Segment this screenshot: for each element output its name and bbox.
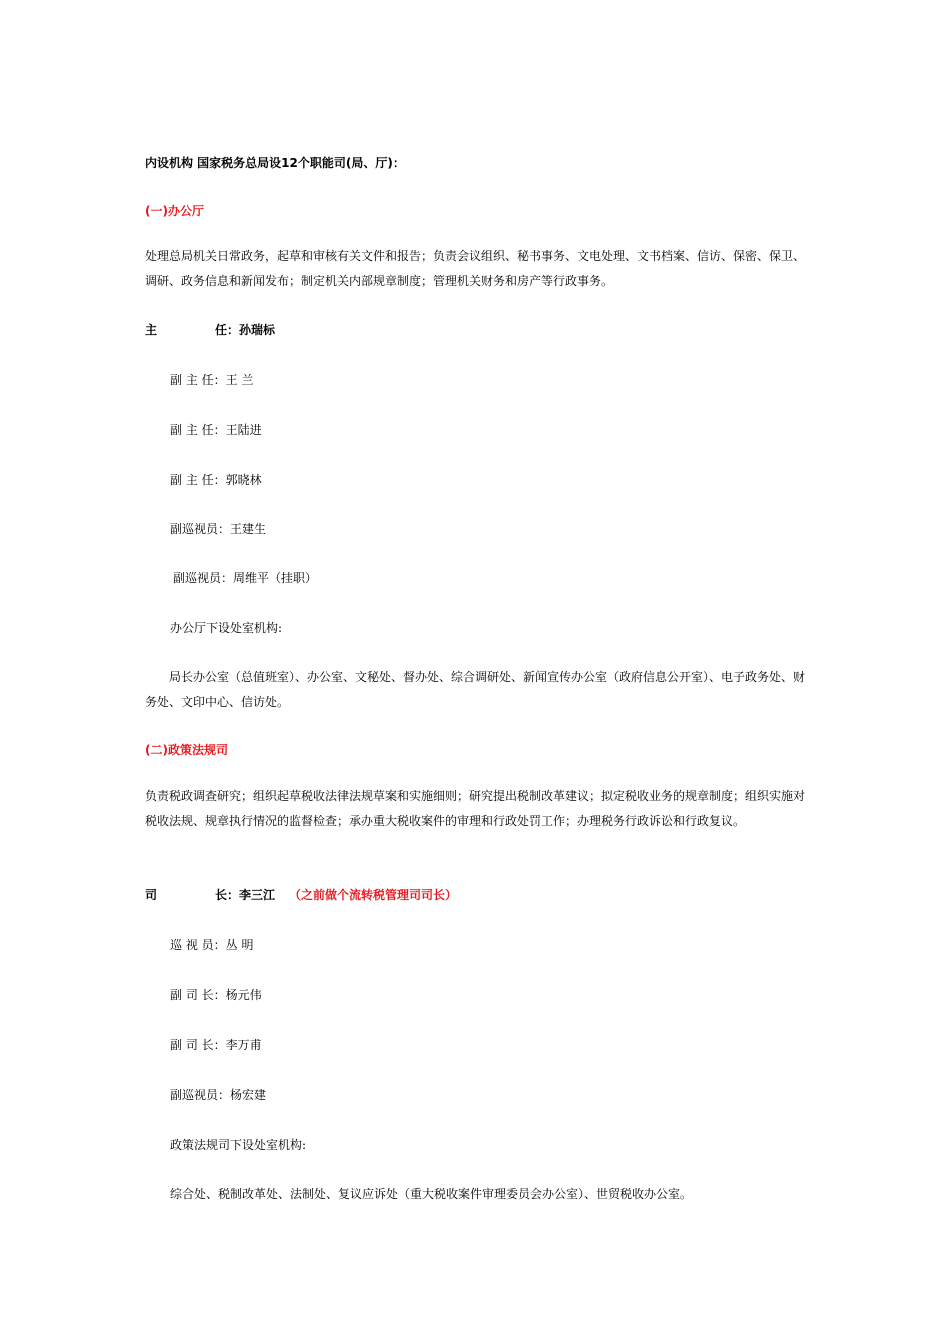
member-line: 副 司 长：杨元伟	[170, 988, 262, 1002]
section-description-office: 处理总局机关日常政务，起草和审核有关文件和报告；负责会议组织、秘书事务、文电处理、文书档案、信访、保密、保卫、调研、政务信息和新闻发布；制定机关内部规章制度；管理机关财务和房产等行政事务。	[145, 249, 806, 288]
director-general-label-left: 司	[145, 888, 158, 902]
director-general-line	[145, 887, 457, 903]
member-line: 副 司 长：李万甫	[170, 1038, 262, 1052]
member-line: 副 主 任：郭晓林	[170, 473, 262, 487]
director-label-left: 主	[145, 323, 158, 337]
intro-title: 内设机构 国家税务总局设12个职能司(局、厅)：	[145, 156, 405, 170]
member-line: 巡 视 员：丛 明	[170, 938, 254, 952]
member-line: 副巡视员：杨宏建	[170, 1088, 267, 1102]
director-name: 孙瑞标	[239, 323, 276, 337]
section-heading-office: (一)办公厅	[145, 204, 204, 218]
units-list-office: 局长办公室（总值班室）、办公室、文秘处、督办处、综合调研处、新闻宣传办公室（政府信息公开室）、电子政务处、财务处、文印中心、信访处。	[145, 670, 806, 709]
section-heading-policy: (二)政策法规司	[145, 743, 228, 757]
section-description-policy: 负责税政调查研究；组织起草税收法律法规草案和实施细则；研究提出税制改革建议；拟定税收业务的规章制度；组织实施对税收法规、规章执行情况的监督检查；承办重大税收案件的审理和行政处罚工作；办理税务行政诉讼和行政复议。	[145, 789, 806, 828]
director-general-label-right: 长：	[215, 888, 240, 902]
units-label-office: 办公厅下设处室机构:	[170, 621, 283, 635]
units-list-policy: 综合处、税制改革处、法制处、复议应诉处（重大税收案件审理委员会办公室）、世贸税收办公室。	[170, 1187, 693, 1201]
member-line: 副巡视员：周维平（挂职）	[173, 571, 318, 585]
member-line: 副 主 任：王陆进	[170, 423, 262, 437]
member-line: 副巡视员：王建生	[170, 522, 267, 536]
member-line: 副 主 任：王 兰	[170, 373, 254, 387]
director-general-note: （之前做个流转税管理司司长）	[289, 888, 458, 902]
director-general-name: 李三江	[239, 888, 276, 902]
director-line	[145, 322, 275, 338]
units-label-policy: 政策法规司下设处室机构:	[170, 1138, 307, 1152]
director-label-right: 任：	[215, 323, 240, 337]
